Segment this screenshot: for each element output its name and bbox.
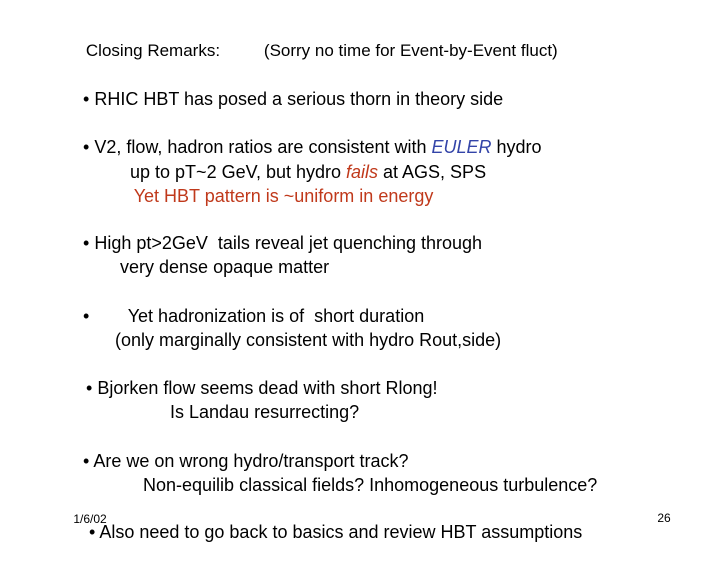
fails-emphasis: fails xyxy=(346,162,379,182)
bullet-marker: • xyxy=(83,306,90,326)
bullet-text: Is Landau resurrecting? xyxy=(170,402,360,422)
bullet-text: • V2, flow, hadron ratios are consistent with xyxy=(83,137,432,157)
bullet-text: Yet hadronization is of short duration xyxy=(127,306,425,326)
bullet-text: very dense opaque matter xyxy=(120,257,330,277)
bullet-text: (only marginally consistent with hydro Rout,side) xyxy=(115,330,502,350)
bullet-text: • High pt>2GeV tails reveal jet quenching through xyxy=(83,233,483,253)
page-number-text: 26 xyxy=(657,511,671,525)
euler-emphasis: EULER xyxy=(431,137,492,157)
title-label: Closing Remarks: xyxy=(85,41,221,60)
bullet-basics xyxy=(69,499,582,565)
bullet-text: • Bjorken flow seems dead with short Rlong! xyxy=(86,378,438,398)
bullet-text: at AGS, SPS xyxy=(378,162,487,182)
date-text: 1/6/02 xyxy=(73,512,107,526)
bullet-text: • Also need to go back to basics and review HBT assumptions xyxy=(89,522,583,542)
hbt-pattern-text: Yet HBT pattern is ~uniform in energy xyxy=(133,186,434,206)
bullet-text: hydro xyxy=(491,137,542,157)
footer-date xyxy=(60,498,107,540)
bullet-hadronization-marker xyxy=(63,283,89,349)
footer-page-number xyxy=(644,497,671,539)
bullet-text: • RHIC HBT has posed a serious thorn in theory side xyxy=(83,89,504,109)
title-note-text: (Sorry no time for Event-by-Event fluct) xyxy=(263,41,558,60)
bullet-text: • Are we on wrong hydro/transport track? xyxy=(83,451,409,471)
bullet-text: Non-equilib classical fields? Inhomogeneous turbulence? xyxy=(143,475,598,495)
bullet-text: up to pT~2 GeV, but hydro xyxy=(130,162,346,182)
